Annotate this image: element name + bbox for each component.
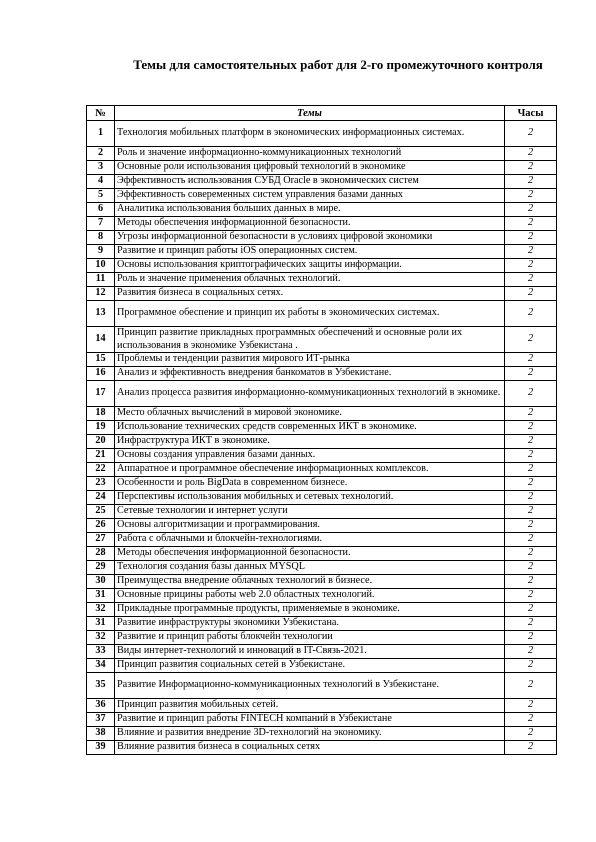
row-hours: 2 xyxy=(505,575,557,589)
table-header-row xyxy=(87,106,557,121)
row-number: 15 xyxy=(87,353,115,367)
table-row xyxy=(87,189,557,203)
row-number: 20 xyxy=(87,435,115,449)
row-topic: Место облачных вычислений в мировой экономике. xyxy=(115,407,505,421)
row-topic: Эффективность совеременных систем управления базами данных xyxy=(115,189,505,203)
row-number: 24 xyxy=(87,491,115,505)
row-hours: 2 xyxy=(505,449,557,463)
row-hours: 2 xyxy=(505,273,557,287)
table-row xyxy=(87,631,557,645)
row-topic: Развитие и принцип работы iOS операционных систем. xyxy=(115,245,505,259)
row-hours: 2 xyxy=(505,189,557,203)
row-topic: Работа с облачными и блокчейн-технологиями. xyxy=(115,533,505,547)
table-row xyxy=(87,287,557,301)
row-number: 2 xyxy=(87,147,115,161)
row-number: 7 xyxy=(87,217,115,231)
header-number: № xyxy=(87,106,115,121)
row-topic: Использование технических средств современных ИКТ в экономике. xyxy=(115,421,505,435)
row-hours: 2 xyxy=(505,381,557,407)
row-topic: Технология создания базы данных MYSQL xyxy=(115,561,505,575)
row-hours: 2 xyxy=(505,147,557,161)
table-row xyxy=(87,203,557,217)
row-hours: 2 xyxy=(505,121,557,147)
row-number: 32 xyxy=(87,603,115,617)
table-row xyxy=(87,477,557,491)
row-number: 37 xyxy=(87,713,115,727)
row-topic: Основы алгоритмизации и программирования. xyxy=(115,519,505,533)
row-hours: 2 xyxy=(505,659,557,673)
row-number: 14 xyxy=(87,327,115,353)
row-number: 21 xyxy=(87,449,115,463)
row-number: 31 xyxy=(87,617,115,631)
row-hours: 2 xyxy=(505,175,557,189)
table-row xyxy=(87,533,557,547)
header-topics: Темы xyxy=(115,106,505,121)
table-row xyxy=(87,231,557,245)
row-number: 5 xyxy=(87,189,115,203)
row-topic: Развитие и принцип работы блокчейн технологии xyxy=(115,631,505,645)
table-row xyxy=(87,161,557,175)
row-hours: 2 xyxy=(505,519,557,533)
table-row xyxy=(87,273,557,287)
row-number: 16 xyxy=(87,367,115,381)
row-number: 32 xyxy=(87,631,115,645)
table-row xyxy=(87,147,557,161)
row-number: 8 xyxy=(87,231,115,245)
row-hours: 2 xyxy=(505,533,557,547)
row-hours: 2 xyxy=(505,673,557,699)
row-hours: 2 xyxy=(505,477,557,491)
row-topic: Сетевые технологии и интернет услуги xyxy=(115,505,505,519)
table-row xyxy=(87,381,557,407)
row-topic: Роль и значение информационно-коммуникационных технологий xyxy=(115,147,505,161)
row-topic: Развития бизнеса в социальных сетях. xyxy=(115,287,505,301)
table-row xyxy=(87,491,557,505)
row-topic: Проблемы и тенденции развития мирового ИТ-рынка xyxy=(115,353,505,367)
row-hours: 2 xyxy=(505,561,557,575)
row-hours: 2 xyxy=(505,727,557,741)
row-hours: 2 xyxy=(505,463,557,477)
row-topic: Основные роли использования цифровый технологий в экономике xyxy=(115,161,505,175)
row-number: 29 xyxy=(87,561,115,575)
row-topic: Преимущества внедрение облачных технологий в бизнесе. xyxy=(115,575,505,589)
table-row xyxy=(87,407,557,421)
row-topic: Аналитика использования больших данных в мире. xyxy=(115,203,505,217)
header-hours: Часы xyxy=(505,106,557,121)
table-row xyxy=(87,617,557,631)
row-number: 1 xyxy=(87,121,115,147)
row-hours: 2 xyxy=(505,435,557,449)
row-hours: 2 xyxy=(505,603,557,617)
row-number: 22 xyxy=(87,463,115,477)
table-row xyxy=(87,435,557,449)
row-topic: Угрозы информационной безопасности в условиях цифровой экономики xyxy=(115,231,505,245)
row-topic: Принцип развитие прикладных программных обеспечений и основные роли их использования в экономике Узбекистана . xyxy=(115,327,505,353)
row-topic: Роль и значение применения облачных технологий. xyxy=(115,273,505,287)
row-topic: Развитие и принцип работы FINTECH компаний в Узбекистане xyxy=(115,713,505,727)
row-hours: 2 xyxy=(505,301,557,327)
row-number: 23 xyxy=(87,477,115,491)
table-row xyxy=(87,259,557,273)
table-row xyxy=(87,367,557,381)
row-topic: Основные прицины работы web 2.0 областных технологий. xyxy=(115,589,505,603)
row-hours: 2 xyxy=(505,287,557,301)
row-topic: Прикладные программные продукты, применяемые в экономике. xyxy=(115,603,505,617)
table-row xyxy=(87,547,557,561)
row-hours: 2 xyxy=(505,421,557,435)
row-number: 25 xyxy=(87,505,115,519)
row-topic: Основы использования криптографических защиты информации. xyxy=(115,259,505,273)
table-row xyxy=(87,589,557,603)
row-topic: Основы создания управления базами данных. xyxy=(115,449,505,463)
row-number: 17 xyxy=(87,381,115,407)
table-row xyxy=(87,519,557,533)
row-hours: 2 xyxy=(505,231,557,245)
row-topic: Развитие Информационно-коммуникационных технологий в Узбекистане. xyxy=(115,673,505,699)
row-hours: 2 xyxy=(505,217,557,231)
table-row xyxy=(87,327,557,353)
topics-table xyxy=(86,105,557,755)
row-topic: Влияние и развития внедрение 3D-технологий на экономику. xyxy=(115,727,505,741)
row-topic: Влияние развития бизнеса в социальных сетях xyxy=(115,741,505,755)
row-hours: 2 xyxy=(505,547,557,561)
row-hours: 2 xyxy=(505,699,557,713)
table-row xyxy=(87,449,557,463)
table-row xyxy=(87,575,557,589)
row-number: 28 xyxy=(87,547,115,561)
row-topic: Развитие инфраструктуры экономики Узбекистана. xyxy=(115,617,505,631)
row-topic: Перспективы использования мобильных и сетевых технологий. xyxy=(115,491,505,505)
row-number: 30 xyxy=(87,575,115,589)
page-title: Темы для самостоятельных работ для 2-го промежуточного контроля xyxy=(133,57,543,72)
table-row xyxy=(87,699,557,713)
row-hours: 2 xyxy=(505,589,557,603)
row-number: 12 xyxy=(87,287,115,301)
row-hours: 2 xyxy=(505,353,557,367)
table-row xyxy=(87,603,557,617)
row-hours: 2 xyxy=(505,259,557,273)
row-topic: Методы обеспечения информационной безопасности. xyxy=(115,217,505,231)
row-number: 3 xyxy=(87,161,115,175)
row-hours: 2 xyxy=(505,631,557,645)
row-topic: Анализ процесса развития информационно-коммуникационных технологий в экномике. xyxy=(115,381,505,407)
table-row xyxy=(87,353,557,367)
row-number: 33 xyxy=(87,645,115,659)
table-row xyxy=(87,561,557,575)
table-row xyxy=(87,421,557,435)
table-row xyxy=(87,645,557,659)
row-topic: Эффективность использования СУБД Oracle в экономических систем xyxy=(115,175,505,189)
row-number: 31 xyxy=(87,589,115,603)
table-row xyxy=(87,121,557,147)
row-number: 9 xyxy=(87,245,115,259)
row-number: 4 xyxy=(87,175,115,189)
row-number: 11 xyxy=(87,273,115,287)
row-number: 18 xyxy=(87,407,115,421)
table-row xyxy=(87,713,557,727)
row-number: 6 xyxy=(87,203,115,217)
row-number: 27 xyxy=(87,533,115,547)
table-row xyxy=(87,741,557,755)
row-topic: Особенности и роль BigData в современном бизнесе. xyxy=(115,477,505,491)
row-number: 35 xyxy=(87,673,115,699)
row-hours: 2 xyxy=(505,617,557,631)
row-topic: Принцип развития социальных сетей в Узбекистане. xyxy=(115,659,505,673)
table-row xyxy=(87,245,557,259)
row-topic: Виды интернет-технологий и инноваций в IT-Связь-2021. xyxy=(115,645,505,659)
table-row xyxy=(87,301,557,327)
table-row xyxy=(87,175,557,189)
row-hours: 2 xyxy=(505,713,557,727)
table-row xyxy=(87,217,557,231)
row-number: 19 xyxy=(87,421,115,435)
row-topic: Аппаратное и программное обеспечение информационных комплексов. xyxy=(115,463,505,477)
row-hours: 2 xyxy=(505,327,557,353)
row-topic: Инфраструктура ИКТ в экономике. xyxy=(115,435,505,449)
row-number: 26 xyxy=(87,519,115,533)
table-row xyxy=(87,659,557,673)
row-topic: Технология мобильных платформ в экономических информационных системах. xyxy=(115,121,505,147)
row-topic: Методы обеспечения информационной безопасности. xyxy=(115,547,505,561)
row-number: 39 xyxy=(87,741,115,755)
row-hours: 2 xyxy=(505,407,557,421)
row-topic: Программное обеспение и принцип их работы в экономических системах. xyxy=(115,301,505,327)
row-hours: 2 xyxy=(505,203,557,217)
row-hours: 2 xyxy=(505,645,557,659)
row-number: 38 xyxy=(87,727,115,741)
row-topic: Анализ и эффективность внедрения банкоматов в Узбекистане. xyxy=(115,367,505,381)
row-hours: 2 xyxy=(505,505,557,519)
row-number: 34 xyxy=(87,659,115,673)
row-number: 10 xyxy=(87,259,115,273)
row-number: 13 xyxy=(87,301,115,327)
table-row xyxy=(87,673,557,699)
row-hours: 2 xyxy=(505,491,557,505)
row-hours: 2 xyxy=(505,161,557,175)
row-topic: Принцип развития мобильных сетей. xyxy=(115,699,505,713)
row-hours: 2 xyxy=(505,741,557,755)
row-hours: 2 xyxy=(505,367,557,381)
table-row xyxy=(87,505,557,519)
table-row xyxy=(87,727,557,741)
table-row xyxy=(87,463,557,477)
row-number: 36 xyxy=(87,699,115,713)
row-hours: 2 xyxy=(505,245,557,259)
